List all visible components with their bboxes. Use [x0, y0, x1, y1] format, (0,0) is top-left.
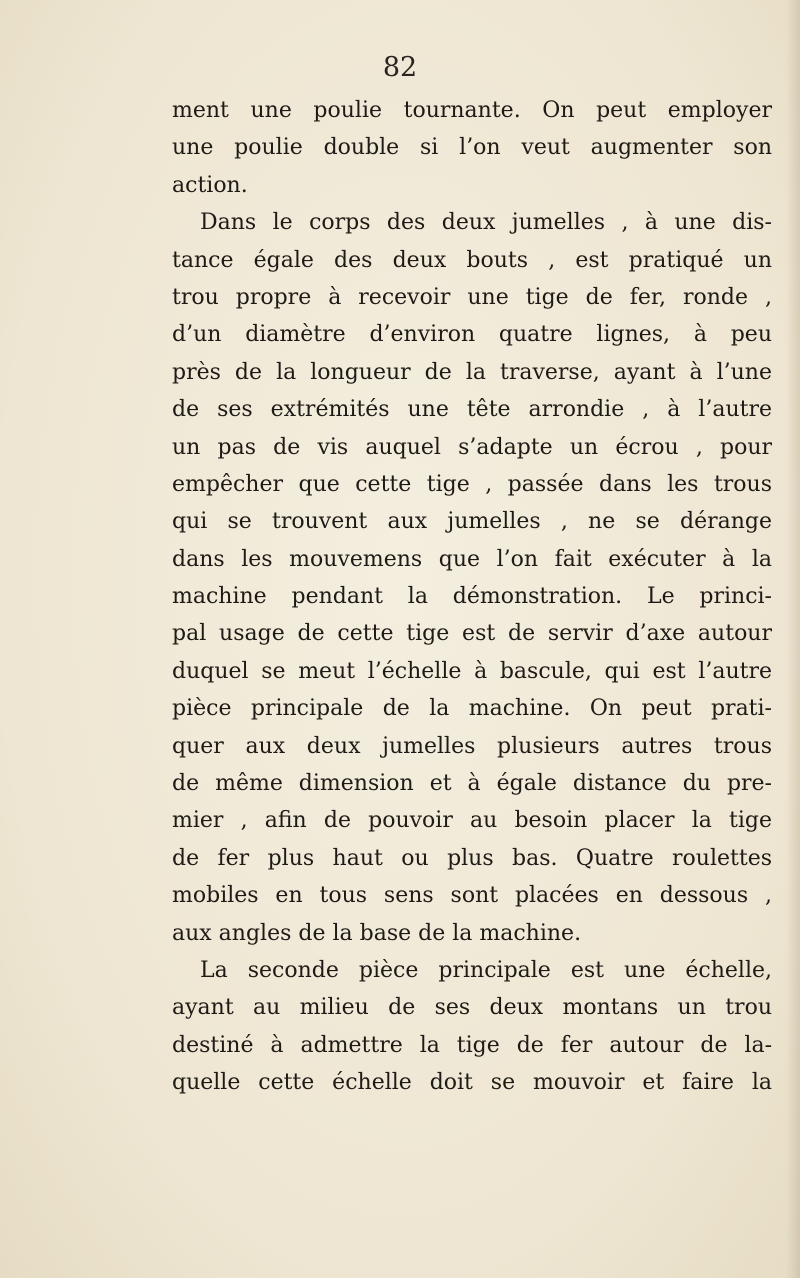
text-line: action. — [172, 172, 248, 198]
text-line: dans les mouvemens que l’on fait exécuter à la — [172, 546, 772, 572]
text-line: tance égale des deux bouts , est pratiqué un — [172, 247, 772, 273]
text-line: machine pendant la démonstration. Le princi- — [172, 584, 772, 610]
text-line: d’un diamètre d’environ quatre lignes, à peu — [172, 322, 772, 348]
text-line: un pas de vis auquel s’adapte un écrou , pour — [172, 434, 772, 460]
text-line: quer aux deux jumelles plusieurs autres trous — [172, 733, 772, 759]
text-line: une poulie double si l’on veut augmenter son — [172, 135, 772, 161]
paragraph-start-line: Dans le corps des deux jumelles , à une dis- — [200, 210, 772, 236]
body-text — [172, 92, 772, 1102]
text-line: mobiles en tous sens sont placées en dessous , — [172, 883, 772, 909]
text-line: empêcher que cette tige , passée dans les trous — [172, 471, 772, 497]
text-line: ayant au milieu de ses deux montans un trou — [172, 995, 772, 1021]
paragraph-start-line: La seconde pièce principale est une échelle, — [200, 957, 772, 983]
text-line: de même dimension et à égale distance du pre- — [172, 771, 772, 797]
page-number: 82 — [382, 52, 418, 83]
text-line: destiné à admettre la tige de fer autour de la- — [172, 1032, 772, 1058]
page-edge-shadow — [786, 0, 800, 1278]
text-line: mier , afin de pouvoir au besoin placer la tige — [172, 808, 772, 834]
text-line: pal usage de cette tige est de servir d’axe autour — [172, 621, 772, 647]
text-line: près de la longueur de la traverse, ayant à l’une — [172, 359, 772, 385]
text-line: duquel se meut l’échelle à bascule, qui est l’autre — [172, 658, 772, 684]
text-line: de fer plus haut ou plus bas. Quatre roulettes — [172, 845, 772, 871]
text-line: ment une poulie tournante. On peut employer — [172, 98, 772, 123]
text-line: aux angles de la base de la machine. — [172, 920, 582, 946]
text-line: qui se trouvent aux jumelles , ne se dérange — [172, 509, 772, 535]
text-line: pièce principale de la machine. On peut prati- — [172, 696, 772, 722]
text-line: quelle cette échelle doit se mouvoir et faire la — [172, 1070, 772, 1096]
text-line: de ses extrémités une tête arrondie , à l’autre — [172, 397, 772, 423]
text-line: trou propre à recevoir une tige de fer, ronde , — [172, 284, 772, 310]
